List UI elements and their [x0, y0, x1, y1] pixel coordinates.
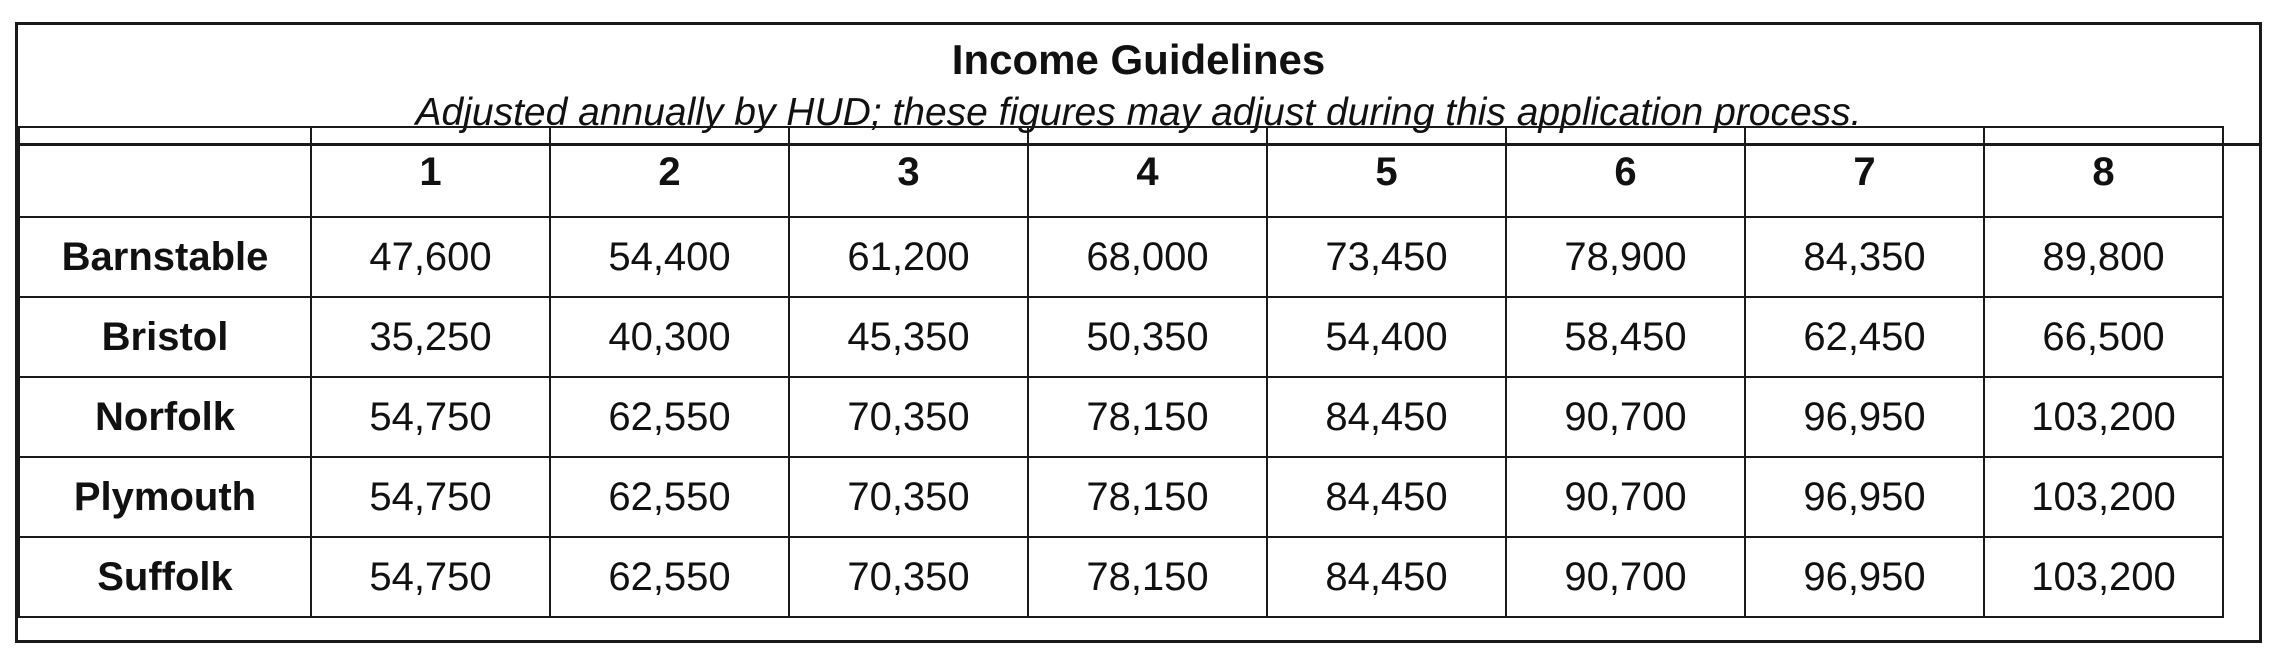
income-cell: 96,950 [1745, 457, 1984, 537]
income-cell: 103,200 [1984, 537, 2223, 617]
column-header: 4 [1028, 127, 1267, 217]
county-cell: Bristol [19, 297, 311, 377]
income-cell: 90,700 [1506, 457, 1745, 537]
income-cell: 35,250 [311, 297, 550, 377]
income-cell: 84,450 [1267, 457, 1506, 537]
income-cell: 70,350 [789, 537, 1028, 617]
column-header: 5 [1267, 127, 1506, 217]
income-cell: 90,700 [1506, 377, 1745, 457]
income-cell: 62,450 [1745, 297, 1984, 377]
county-cell: Suffolk [19, 537, 311, 617]
table-row [19, 377, 2223, 457]
column-header: 7 [1745, 127, 1984, 217]
table-row [19, 537, 2223, 617]
income-cell: 84,350 [1745, 217, 1984, 297]
income-cell: 54,400 [550, 217, 789, 297]
income-cell: 78,150 [1028, 457, 1267, 537]
income-cell: 54,750 [311, 377, 550, 457]
income-cell: 103,200 [1984, 457, 2223, 537]
county-cell: Plymouth [19, 457, 311, 537]
income-cell: 62,550 [550, 537, 789, 617]
income-cell: 84,450 [1267, 377, 1506, 457]
table-row [19, 217, 2223, 297]
county-cell: Norfolk [19, 377, 311, 457]
table-row [19, 297, 2223, 377]
income-cell: 103,200 [1984, 377, 2223, 457]
income-cell: 68,000 [1028, 217, 1267, 297]
table-row [19, 457, 2223, 537]
income-cell: 54,750 [311, 537, 550, 617]
income-cell: 78,150 [1028, 537, 1267, 617]
income-cell: 70,350 [789, 377, 1028, 457]
column-header: 6 [1506, 127, 1745, 217]
income-cell: 89,800 [1984, 217, 2223, 297]
income-cell: 62,550 [550, 457, 789, 537]
income-cell: 61,200 [789, 217, 1028, 297]
income-cell: 54,400 [1267, 297, 1506, 377]
column-header: 3 [789, 127, 1028, 217]
income-cell: 58,450 [1506, 297, 1745, 377]
corner-cell [19, 127, 311, 217]
income-cell: 54,750 [311, 457, 550, 537]
income-cell: 96,950 [1745, 537, 1984, 617]
income-cell: 78,900 [1506, 217, 1745, 297]
income-cell: 73,450 [1267, 217, 1506, 297]
income-cell: 70,350 [789, 457, 1028, 537]
column-header: 1 [311, 127, 550, 217]
income-cell: 50,350 [1028, 297, 1267, 377]
income-cell: 90,700 [1506, 537, 1745, 617]
income-table [18, 126, 2224, 618]
income-cell: 47,600 [311, 217, 550, 297]
county-cell: Barnstable [19, 217, 311, 297]
income-cell: 62,550 [550, 377, 789, 457]
table-subtitle: Adjusted annually by HUD; these figures may adjust during this application process. [415, 91, 1862, 134]
income-cell: 66,500 [1984, 297, 2223, 377]
column-header: 8 [1984, 127, 2223, 217]
income-cell: 45,350 [789, 297, 1028, 377]
income-cell: 84,450 [1267, 537, 1506, 617]
table-title: Income Guidelines [951, 36, 1326, 83]
column-header-row [19, 127, 2223, 217]
income-cell: 96,950 [1745, 377, 1984, 457]
income-cell: 78,150 [1028, 377, 1267, 457]
income-cell: 40,300 [550, 297, 789, 377]
column-header: 2 [550, 127, 789, 217]
